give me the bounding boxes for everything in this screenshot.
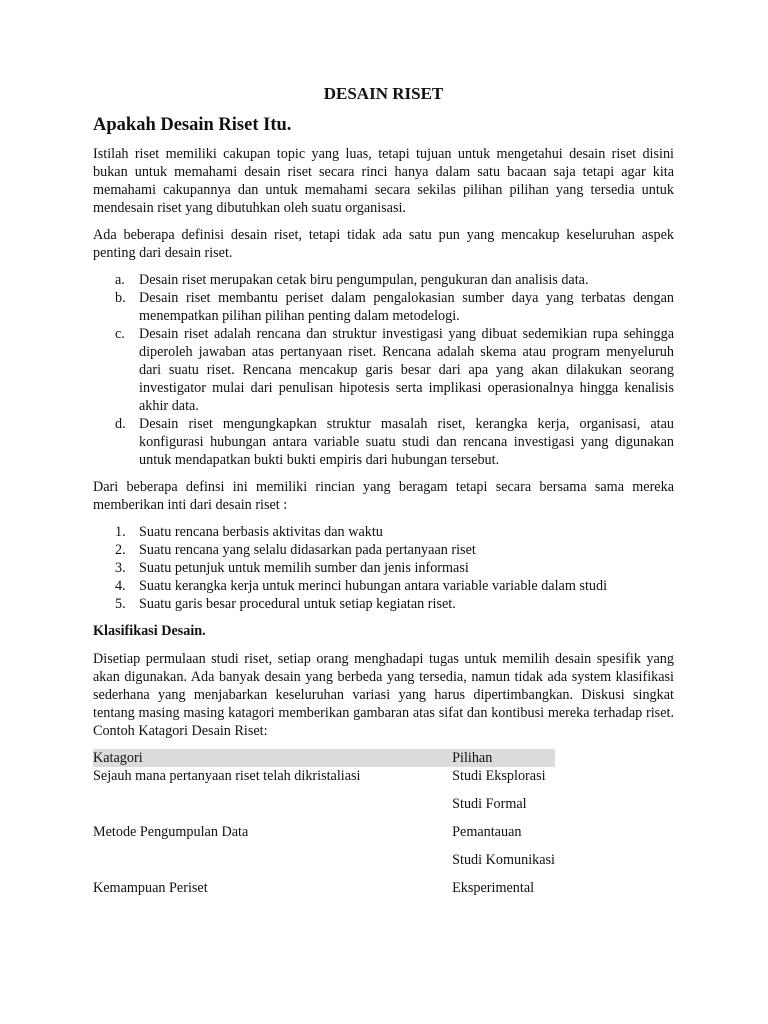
- list-item: [93, 325, 674, 415]
- table-cell-category: Sejauh mana pertanyaan riset telah dikristaliasi: [93, 768, 361, 784]
- table-cell-option: Pemantauan: [452, 824, 522, 840]
- subsection-heading: Klasifikasi Desain.: [93, 623, 206, 639]
- list-item-text: Suatu rencana yang selalu didasarkan pada pertanyaan riset: [139, 542, 476, 558]
- table-cell-category: Kemampuan Periset: [93, 880, 208, 896]
- list-item: [93, 289, 674, 325]
- table-cell-category: [93, 795, 452, 823]
- section-heading: Apakah Desain Riset Itu.: [93, 115, 292, 135]
- list-item: [93, 271, 674, 289]
- list-marker: 2.: [115, 542, 126, 558]
- table-header-category: Katagori: [93, 749, 452, 767]
- table-row: [93, 823, 555, 851]
- list-item-text: Desain riset merupakan cetak biru pengumpulan, pengukuran dan analisis data.: [139, 272, 589, 288]
- list-item-text: Suatu kerangka kerja untuk merinci hubungan antara variable variable dalam studi: [139, 578, 608, 594]
- table-header-row: [93, 749, 555, 767]
- table-cell-option: Studi Formal: [452, 796, 527, 812]
- list-marker: 4.: [115, 578, 126, 594]
- category-table: [93, 749, 555, 907]
- list-item-text: Suatu garis besar procedural untuk setiap kegiatan riset.: [139, 596, 456, 612]
- table-cell-category: Metode Pengumpulan Data: [93, 824, 249, 840]
- document-title: DESAIN RISET: [323, 84, 444, 103]
- table-row: [93, 879, 555, 907]
- paragraph-intro: Istilah riset memiliki cakupan topic yang luas, tetapi tujuan untuk mengetahui desain riset disini bukan untuk memahami desain riset secara rinci hanya dalam satu bacaan saja tetapi agar kita memahami cakupannya dan untuk memahami secara sekilas pilihan pilihan yang tersedia untuk mendesain riset yang dibutuhkan oleh suatu organisasi.: [93, 146, 674, 216]
- list-item: [93, 415, 674, 469]
- paragraph-summary: Dari beberapa definsi ini memiliki rincian yang beragam tetapi secara bersama sama mereka memberikan inti dari desain riset :: [93, 479, 674, 513]
- paragraph-classification: Disetiap permulaan studi riset, setiap orang menghadapi tugas untuk memilih desain spesifik yang akan digunakan. Ada banyak desain yang berbeda yang tersedia, namun tidak ada system klasifikasi sederhana yang menjabarkan keseluruhan variasi yang harus dipertimbangkan. Diskusi singkat tentang masing masing katagori memberikan gambaran atas sifat dan kontibusi mereka terhadap riset. Contoh Katagori Desain Riset:: [93, 651, 674, 739]
- list-item-text: Desain riset adalah rencana dan struktur investigasi yang dibuat sedemikian rupa sehingga diperoleh jawaban atas pertanyaan riset. Rencana adalah skema atau program menyeluruh dari suatu riset. Rencana mencakup garis besar dari apa yang akan dilakukan seorang investigator mulai dari penulisan hipotesis serta implikasi operasionalnya hingga kenalisis akhir data.: [139, 326, 674, 414]
- table-row: [93, 767, 555, 795]
- table-header-option: Pilihan: [452, 749, 555, 767]
- table-row: [93, 851, 555, 879]
- table-cell-option: Eksperimental: [452, 880, 535, 896]
- paragraph-definitions-intro: Ada beberapa definisi desain riset, tetapi tidak ada satu pun yang mencakup keseluruhan aspek penting dari desain riset.: [93, 227, 674, 261]
- list-item: [93, 541, 674, 559]
- list-item: [93, 523, 674, 541]
- table-cell-option: Studi Komunikasi: [452, 852, 555, 868]
- list-marker: 1.: [115, 524, 126, 540]
- list-item-text: Suatu petunjuk untuk memilih sumber dan jenis informasi: [139, 560, 469, 576]
- list-item: [93, 595, 674, 613]
- table-row: [93, 795, 555, 823]
- list-marker: b.: [115, 290, 126, 306]
- essentials-list: [93, 523, 674, 613]
- list-item-text: Desain riset mengungkapkan struktur masalah riset, kerangka kerja, organisasi, atau konfigurasi hubungan antara variable suatu studi dan rencana investigasi yang digunakan untuk mendapatkan bukti bukti empiris dari hubungan tersebut.: [139, 416, 674, 468]
- table-cell-category: [93, 851, 452, 879]
- list-marker: c.: [115, 326, 125, 342]
- table-cell-option: Studi Eksplorasi: [452, 768, 546, 784]
- list-item-text: Desain riset membantu periset dalam pengalokasian sumber daya yang terbatas dengan menempatkan pilihan pilihan penting dalam metodelogi.: [139, 290, 674, 324]
- list-item-text: Suatu rencana berbasis aktivitas dan waktu: [139, 524, 383, 540]
- list-item: [93, 577, 674, 595]
- list-item: [93, 559, 674, 577]
- list-marker: 3.: [115, 560, 126, 576]
- list-marker: a.: [115, 272, 125, 288]
- list-marker: d.: [115, 416, 126, 432]
- definitions-list: [93, 271, 674, 469]
- list-marker: 5.: [115, 596, 126, 612]
